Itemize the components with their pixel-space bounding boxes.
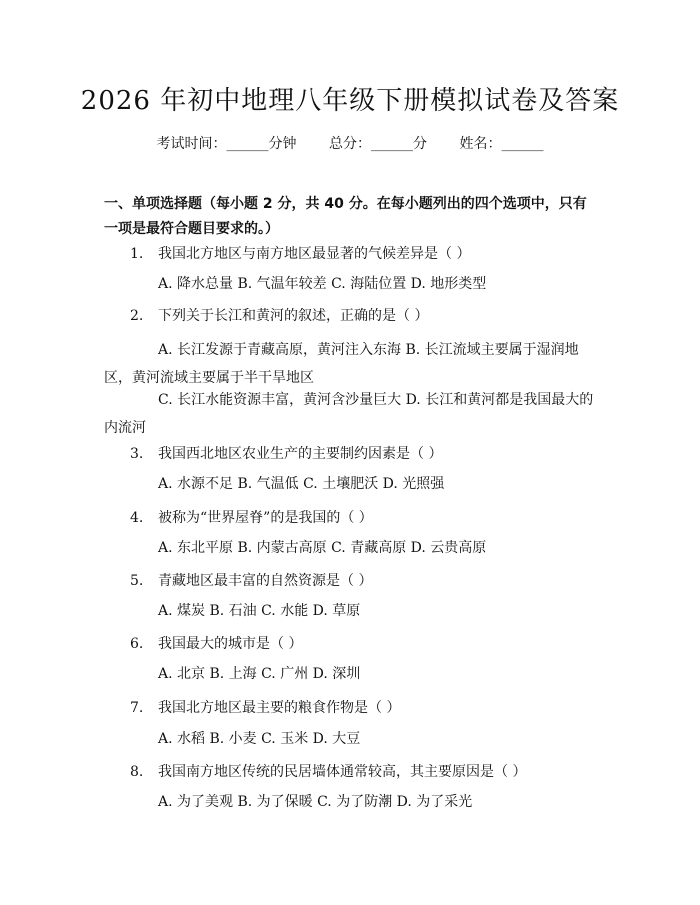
question-options: A. 东北平原 B. 内蒙古高原 C. 青藏高原 D. 云贵高原 [158,540,487,556]
question-text: 我国南方地区传统的民居墙体通常较高，其主要原因是（ ） [158,764,527,780]
exam-score: 总分：______分 [329,136,427,152]
question-number: 6. [130,636,144,652]
question [130,633,302,655]
page-title: 2026 年初中地理八年级下册模拟试卷及答案 [80,86,620,116]
question [130,697,400,719]
exam-meta [0,133,700,153]
question-options: A. 煤炭 B. 石油 C. 水能 D. 草原 [158,603,361,619]
question-text: 被称为“世界屋脊”的是我国的（ ） [158,510,373,526]
question-text: 青藏地区最丰富的自然资源是（ ） [158,573,373,589]
exam-time: 考试时间：______分钟 [156,136,297,152]
question-text: 下列关于长江和黄河的叙述，正确的是（ ） [158,308,429,324]
question-options: A. 长江发源于青藏高原，黄河注入东海 B. 长江流域主要属于湿润地区，黄河流域主要属于半干旱地区 [104,342,579,386]
question [130,243,470,265]
question [130,507,373,529]
question-options: C. 长江水能资源丰富，黄河含沙量巨大 D. 长江和黄河都是我国最大的内流河 [104,392,594,436]
question-number: 7. [130,700,144,716]
question-text: 我国北方地区与南方地区最显著的气候差异是（ ） [158,246,471,262]
question-text: 我国西北地区农业生产的主要制约因素是（ ） [158,446,443,462]
question-number: 1. [130,246,144,262]
question-text: 我国最大的城市是（ ） [158,636,303,652]
question-number: 3. [130,446,144,462]
question [130,443,442,465]
question [130,305,428,327]
question-options: A. 北京 B. 上海 C. 广州 D. 深圳 [158,666,361,682]
section-heading: 一、单项选择题（每小题 2 分，共 40 分。在每小题列出的四个选项中，只有一项是最符合题目要求的。） [104,196,587,237]
question-text: 我国北方地区最主要的粮食作物是（ ） [158,700,401,716]
question [130,761,526,783]
question-number: 8. [130,764,144,780]
question-options: A. 水源不足 B. 气温低 C. 土壤肥沃 D. 光照强 [158,476,445,492]
question-number: 4. [130,510,144,526]
question-options: A. 水稻 B. 小麦 C. 玉米 D. 大豆 [158,731,361,747]
exam-name: 姓名：______ [459,136,544,152]
question-options: A. 为了美观 B. 为了保暖 C. 为了防潮 D. 为了采光 [158,794,473,810]
question-number: 5. [130,573,144,589]
question-number: 2. [130,308,144,324]
question [130,570,372,592]
question-options: A. 降水总量 B. 气温年较差 C. 海陆位置 D. 地形类型 [158,276,487,292]
